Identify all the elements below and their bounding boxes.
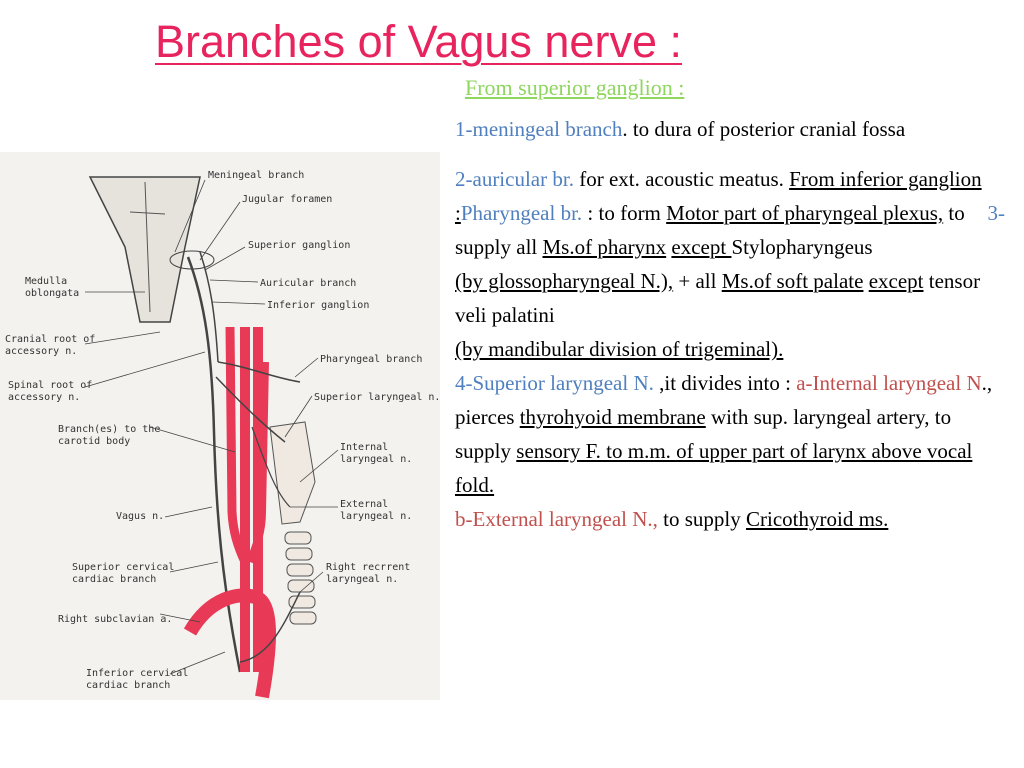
paragraph-meningeal [455, 112, 1005, 146]
ms-of-pharynx: Ms.of pharynx [542, 235, 667, 259]
medulla-outline [90, 177, 200, 322]
diagram-svg [0, 152, 440, 700]
except-term-2: except [868, 269, 924, 293]
label-pharyngeal-branch: Pharyngeal branch [320, 354, 423, 365]
label-oblongata: oblongata [25, 288, 80, 299]
label-sup-cervical-1: Superior cervical [72, 562, 175, 573]
ms-of-soft-palate: Ms.of soft palate [721, 269, 864, 293]
label-cranial-root-2: accessory n. [5, 346, 78, 357]
tensor-veli-palatini: tensor veli palatini [455, 269, 981, 327]
label-right-subclavian: Right subclavian a. [58, 614, 173, 625]
cricothyroid-ms: Cricothyroid ms. [746, 507, 889, 531]
text-span: to supply all [455, 201, 965, 259]
label-jugular-foramen: Jugular foramen [242, 194, 333, 205]
label-external-laryngeal-1: External [340, 499, 389, 510]
text-span: : to form [582, 201, 667, 225]
meningeal-branch-term: 1-meningeal branch [455, 117, 623, 141]
label-right-recurrent-2: laryngeal n. [326, 574, 399, 585]
text-span: + all [673, 269, 722, 293]
label-cranial-root-1: Cranial root of [5, 334, 96, 345]
label-external-laryngeal-2: laryngeal n. [340, 511, 413, 522]
sensory-fibres: sensory F. to m.m. of upper part of larynx above vocal fold. [455, 439, 973, 497]
internal-laryngeal-term: a-Internal laryngeal N [796, 371, 982, 395]
by-mandibular-division: (by mandibular division of trigeminal). [455, 337, 784, 361]
label-right-recurrent-1: Right recrrent [326, 562, 411, 573]
trachea-rings [285, 532, 316, 624]
label-sup-cervical-2: cardiac branch [72, 574, 157, 585]
label-spinal-root-2: accessory n. [8, 392, 81, 403]
subheading-superior-ganglion: From superior ganglion : [465, 75, 685, 100]
common-carotid-artery [245, 327, 258, 672]
text-span: ., pierces [455, 371, 993, 429]
pharyngeal-branch-term: Pharyngeal br. [460, 201, 583, 225]
stylopharyngeus: Stylopharyngeus [731, 235, 873, 259]
thyrohyoid-membrane: thyrohyoid membrane [519, 405, 706, 429]
label-carotid-branch-1: Branch(es) to the [58, 424, 161, 435]
superior-laryngeal-term: 4-Superior laryngeal N. [455, 371, 654, 395]
label-superior-ganglion: Superior ganglion [248, 240, 351, 251]
label-inf-cervical-2: cardiac branch [86, 680, 171, 691]
label-inf-cervical-1: Inferior cervical [86, 668, 189, 679]
label-inferior-ganglion: Inferior ganglion [267, 300, 370, 311]
slide-title: Branches of Vagus nerve : [155, 16, 682, 67]
label-medulla: Medulla [25, 276, 68, 287]
text-span: with sup. laryngeal artery, to supply [455, 405, 952, 463]
body-text [455, 112, 1005, 536]
text-span: for ext. acoustic meatus. [573, 167, 790, 191]
by-glossopharyngeal: (by glossopharyngeal N.), [455, 269, 674, 293]
label-vagus-n: Vagus n. [116, 511, 165, 522]
larynx-shape [270, 422, 315, 524]
motor-part-plexus: Motor part of pharyngeal plexus, [666, 201, 944, 225]
paragraph-branches [455, 162, 1005, 536]
text-span: to supply [657, 507, 747, 531]
auricular-branch-term: 2-auricular br. [455, 167, 574, 191]
label-meningeal-branch: Meningeal branch [208, 170, 305, 181]
label-carotid-branch-2: carotid body [58, 436, 131, 447]
external-laryngeal-term: b-External laryngeal N., [455, 507, 658, 531]
item-number-3: 3- [987, 201, 1005, 225]
label-auricular-branch: Auricular branch [260, 278, 357, 289]
inferior-ganglion-heading: From inferior ganglion : [455, 167, 982, 225]
text-span: ,it divides into : [653, 371, 797, 395]
label-internal-laryngeal-1: Internal [340, 442, 389, 453]
except-term: except [671, 235, 732, 259]
meningeal-branch-desc: . to dura of posterior cranial fossa [622, 117, 906, 141]
label-superior-laryngeal: Superior laryngeal n. [314, 392, 440, 403]
label-internal-laryngeal-2: laryngeal n. [340, 454, 413, 465]
vagus-nerve-diagram [0, 152, 440, 700]
label-spinal-root-1: Spinal root of [8, 380, 93, 391]
